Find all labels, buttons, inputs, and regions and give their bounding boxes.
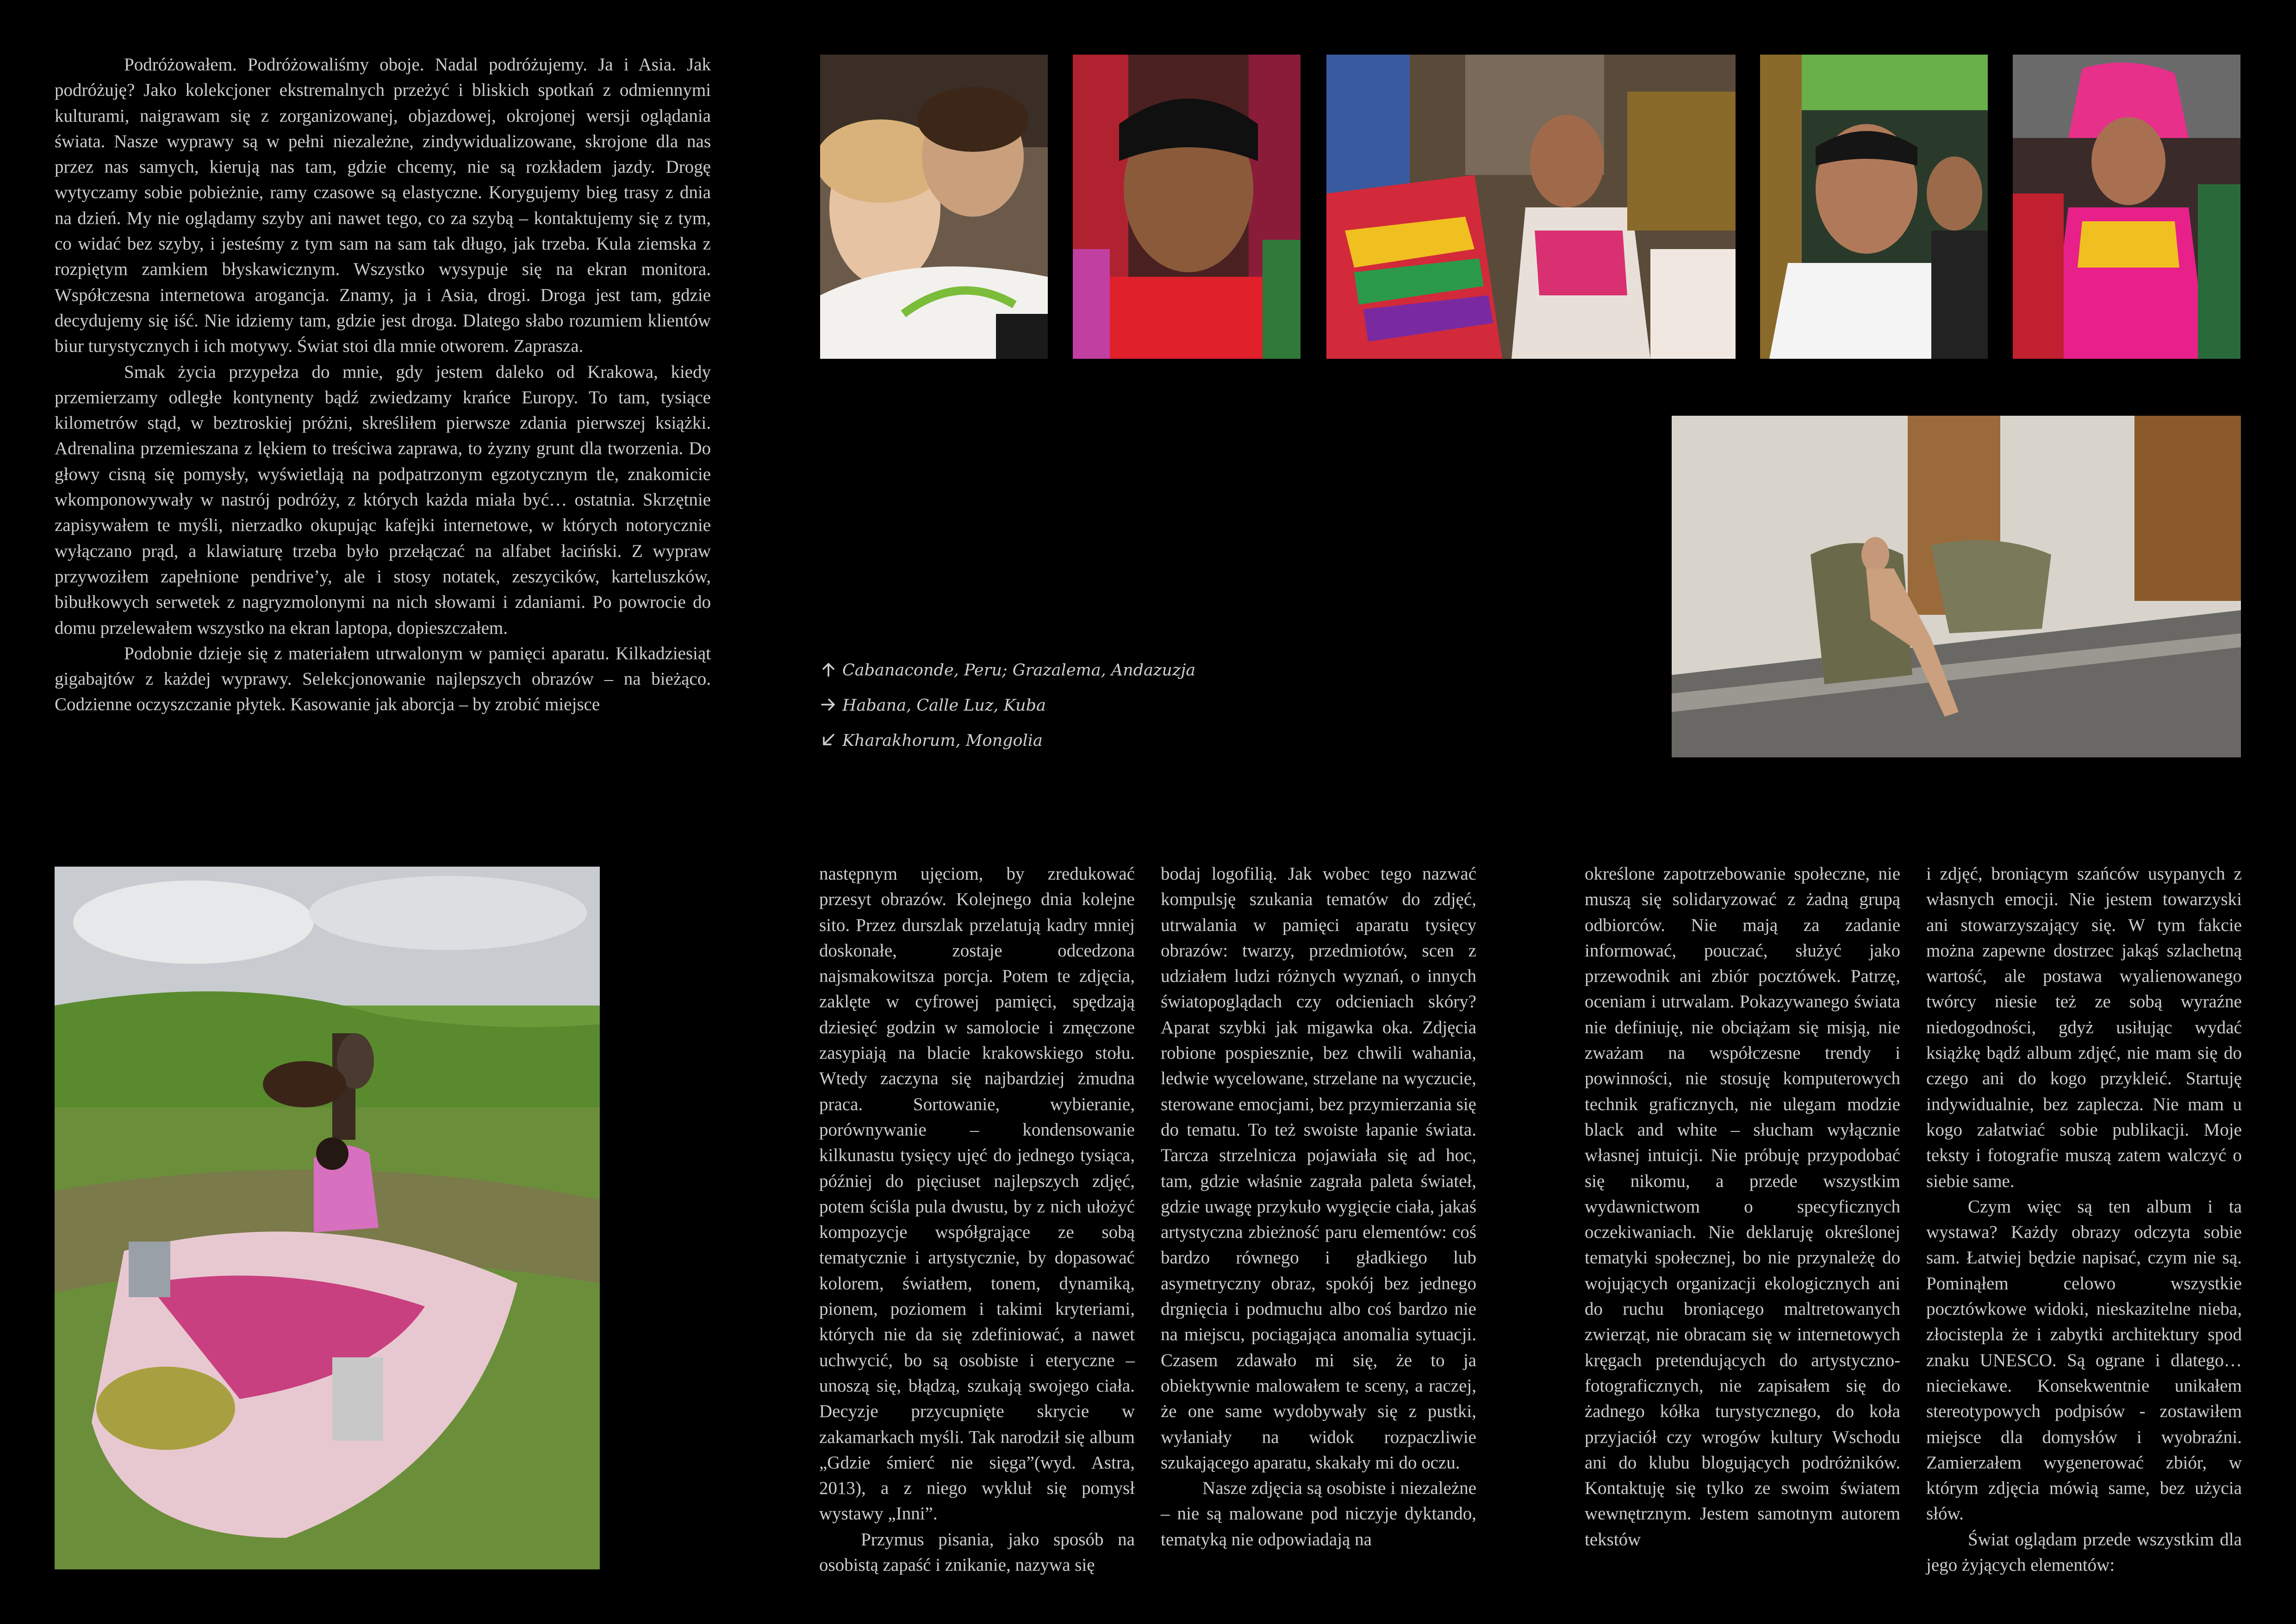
photo-man-in-armchair [1672, 416, 2241, 757]
intro-paragraph-2: Smak życia przypełza do mnie, gdy jestem daleko od Krakowa, kiedy przemierzamy odległe kontynenty bądź zwiedzamy krańce Europy. To tam, tysiące kilometrów stąd, w beztroskiej próżni, skreśliłem pierwsze zdania pierwszej książki. Adrenalina przemieszana z lękiem to treściwa zaprawa, to żyzny grunt dla tworzenia. Do głowy cisną się pomysły, wyświetlają na podpatrzonym egzotycznym tle, znakomicie wkomponowywały w nastrój podróży, z których każda miała być… ostatnia. Skrzętnie zapisywałem te myśli, nierzadko okupując kafejki internetowe, w których notorycznie wyłączano prąd, a klawiaturę trzeba było przełączać na alfabet łaciński. Z wypraw przywoziłem zapełnione pendrive’y, ale i stosy notatek, zeszycików, karteluszków, bibułkowych serwetek z nagryzmolonymi na nich słowami i zdaniami. Po powrocie do domu przelewałem wszystko na ekran laptopa, dopieszczałem. [55, 362, 711, 638]
intro-paragraph-3: Podobnie dzieje się z materiałem utrwalonym w pamięci aparatu. Kilkadziesiąt gigabajtów z każdej wyprawy. Selekcjonowanie najlepszych obrazów – na bieżąco. Codzienne oczyszczanie płytek. Kasowanie jak aborcja – by zrobić miejsce [55, 643, 711, 715]
text-column-2 [1161, 861, 1476, 1552]
text-column-4 [1926, 861, 2242, 1578]
caption-text: Kharakhorum, Mongolia [842, 731, 1043, 750]
intro-text [55, 52, 711, 718]
photo-captions [819, 653, 1236, 758]
photo-mongolian-steppe [55, 867, 600, 1569]
intro-paragraph-1: Podróżowałem. Podróżowaliśmy oboje. Nadal podróżujemy. Ja i Asia. Jak podróżuję? Jako kolekcjoner ekstremalnych przeżyć i bliskich spotkań z odmiennymi kulturami, naigrawam się z zorganizowanej, objazdowej, okrojonej wersji oglądania świata. Nasze wyprawy są w pełni niezależne, zindywidualizowane, skrojone dla nas przez nas samych, kierują nas tam, gdzie chcemy, nie są rozkładem jazdy. Drogę wytyczamy sobie pobieżnie, ramy czasowe są elastyczne. Korygujemy bieg trasy z dnia na dzień. My nie oglądamy szyby ani nawet tego, co za szybą – kontaktujemy się z tym, co widać bez szyby, i jesteśmy z tym sam na sam tak długo, jak trzeba. Kula ziemska z rozpiętym zamkiem błyskawicznym. Wszystko wysypuje się na ekran monitora. Współczesna internetowa arogancja. Znamy, ja i Asia, drogi. Droga jest tam, gdzie decydujemy się iść. Nie idziemy tam, gdzie jest droga. Dlatego słabo rozumiem klientów biur turystycznych i ich motywy. Świat stoi dla mnie otworem. Zaprasza. [55, 55, 711, 356]
column-paragraph: określone zapotrzebowanie społeczne, nie muszą się solidaryzować z żadną grupą odbiorców. Nie mają za zadanie informować, pouczać, służyć jako przewodnik ani zbiór pocztówek. Patrzę, oceniam i utrwalam. Pokazywanego świata nie definiuję, nie obciążam się misją, nie zważam na współczesne trendy i powinności, nie stosuję komputerowych technik graficznych, nie ulegam modzie black and white – słucham wyłącznie własnej intuicji. Nie próbuję przypodobać się nikomu, a przede wszystkim wydawnictwom o specyficznych oczekiwaniach. Nie deklaruję określonej tematyki społecznej, bo nie przynależę do wojujących organizacji ekologicznych ani do ruchu broniącego maltretowanych zwierząt, nie obracam się w internetowych kręgach pretendujących do artystyczno-fotograficznych, nie zapisałem się do żadnego kółka turystycznego, do koła przyjaciół czy wrogów kultury Wschodu ani do klubu blogujących podróżników. Kontaktuję się tylko ze swoim światem wewnętrznym. Jestem samotnym autorem tekstów [1585, 864, 1900, 1549]
text-column-1 [819, 861, 1135, 1578]
photo-altar-boy [1760, 55, 1988, 359]
column-paragraph: Czym więc są ten album i ta wystawa? Każdy obrazy odczyta sobie sam. Łatwiej będzie napisać, czym nie są. Pominąłem celowo wszystkie pocztówkowe widoki, nieskazitelne nieba, złocistepla że i zabytki architektury spod znaku UNESCO. Są ograne i dlatego… nieciekawe. Konsekwentnie unikałem stereotypowych podpisów - zostawiłem miejsce dla domysłów i wyobraźni. Zamierzałem wygenerować zbiór, w którym zdjęcia mówią same, bez użycia słów. [1926, 1196, 2242, 1524]
column-paragraph: Nasze zdjęcia są osobiste i niezależne – nie są malowane pod niczyje dyktando, tematyką nie odpowiadają na [1161, 1478, 1476, 1549]
arrow-right-icon [819, 695, 840, 716]
arrow-down-left-icon [819, 731, 840, 751]
photo-girl-pink-costume [2013, 55, 2240, 359]
column-paragraph: Przymus pisania, jako sposób na osobistą zapaść i znikanie, nazywa się [819, 1529, 1135, 1575]
caption-text: Habana, Calle Luz, Kuba [842, 696, 1046, 715]
caption-item [819, 688, 1236, 723]
caption-item [819, 653, 1236, 688]
photo-crying-girls [820, 55, 1048, 359]
photo-peruvian-man [1073, 55, 1300, 359]
column-paragraph: Świat oglądam przede wszystkim dla jego żyjących elementów: [1926, 1529, 2242, 1575]
column-paragraph: i zdjęć, broniącym szańców usypanych z własnych emocji. Nie jestem towarzyski ani stowarzyszający się. W tym fakcie można zapewne dostrzec jakąś szlachetną wartość, ale postawa wyalienowanego twórcy niesie też ze sobą wyraźne niedogodności, gdyż usiłując wydać książkę bądź album zdjęć, nie mam się do czego ani do kogo przykleić. Startuję indywidualnie, bez zaplecza. Nie mam u kogo załatwiać sobie publikacji. Moje teksty i fotografie muszą zatem walczyć o siebie same. [1926, 864, 2242, 1191]
caption-item [819, 723, 1236, 758]
column-paragraph: bodaj logofilią. Jak wobec tego nazwać kompulsję szukania tematów do zdjęć, utrwalania w pamięci aparatu tysięcy obrazów: twarzy, przedmiotów, scen z udziałem ludzi różnych wyznań, o innych światopoglądach czy odcieniach skóry? Aparat szybki jak migawka oka. Zdjęcia robione pospiesznie, bez chwili wahania, ledwie wycelowane, strzelane na wyczucie, sterowane emocjami, bez przymierzania się do tematu. To też swoiste łapanie świata. Tarcza strzelnicza pojawiała się ad hoc, tam, gdzie właśnie zagrała paleta świateł, gdzie uwagę przykuło wygięcie ciała, jakaś artystyczna zbieżność paru elementów: coś bardzo równego i gładkiego lub asymetryczny obraz, spokój bez jednego drgnięcia i podmuchu albo coś bardzo nie na miejscu, pociągająca anomalia sytuacji. Czasem zdawało mi się, że to ja obiektywnie malowałem te sceny, a raczej, że one same wydobywały się z pustki, wyłaniały na widok rozpaczliwie szukającego aparatu, skakały mi do oczu. [1161, 864, 1476, 1473]
photo-colorful-crowd [1326, 55, 1736, 359]
caption-text: Cabanaconde, Peru; Grazalema, Andazuzja [842, 661, 1196, 680]
text-column-3 [1585, 861, 1900, 1552]
arrow-up-icon [819, 660, 840, 681]
column-paragraph: następnym ujęciom, by zredukować przesyt obrazów. Kolejnego dnia kolejne sito. Przez durszlak przelatują kadry mniej doskonałe, zostaje odcedzona najsmakowitsza porcja. Potem te zdjęcia, zaklęte w cyfrowej pamięci, spędzają dziesięć godzin w samolocie i zmęczone zasypiają na blacie krakowskiego stołu. Wtedy zaczyna się najbardziej żmudna praca. Sortowanie, wybieranie, porównywanie – kondensowanie kilkunastu tysięcy ujęć do jednego tysiąca, później do pięciuset najlepszych zdjęć, potem ściśla pula dwustu, by z nich ułożyć kompozycje współgrające ze sobą tematycznie i artystycznie, by dopasować kolorem, światłem, tonem, dynamiką, pionem, poziomem i takimi kryteriami, których nie da się zdefiniować, a nawet uchwycić, bo są osobiste i eteryczne – unoszą się, błądzą, szukają swojego ciała. Decyzje przycupnięte skrycie w zakamarkach myśli. Tak narodził się album „Gdzie śmierć nie sięga”(wyd. Astra, 2013), a z niego wykluł się pomysł wystawy „Inni”. [819, 864, 1135, 1524]
